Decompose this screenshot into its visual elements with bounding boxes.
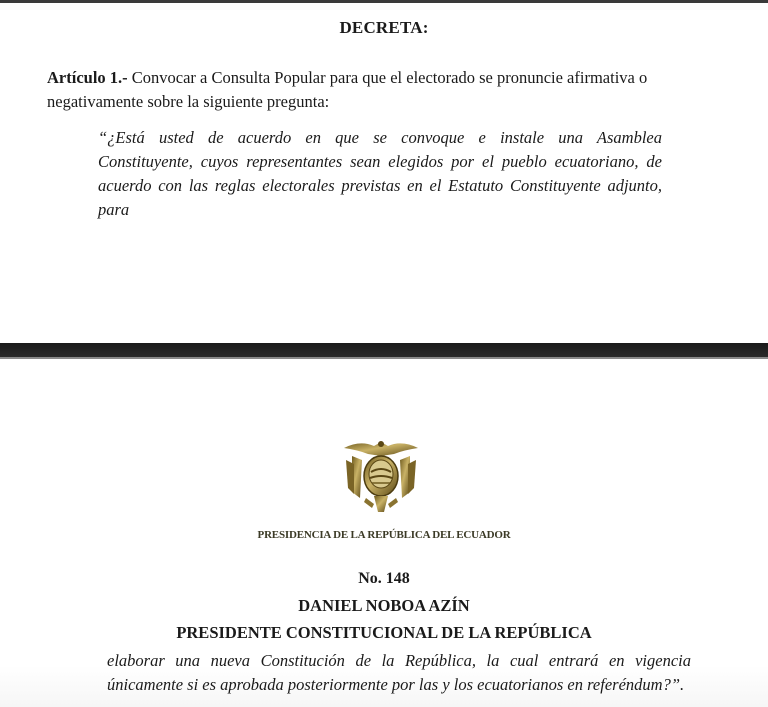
question-line: elaborar una nueva Constitución de la República, la cual entrará en vigencia (107, 651, 691, 670)
question-line: únicamente si es aprobada posteriormente por las y los ecuatorianos en referéndum?”. (107, 675, 685, 694)
president-name: DANIEL NOBOA AZÍN (298, 596, 470, 615)
article-text: Convocar a Consulta Popular para que el electorado se pronuncie afirmativa o negativamente sobre la siguiente pregunta: (47, 68, 648, 111)
question-line: acuerdo con las reglas electorales previstas en el Estatuto Constituyente adjunto, para (98, 176, 662, 219)
page-separator (0, 343, 768, 357)
decreta-heading: DECRETA: (339, 18, 429, 37)
article-1-paragraph (47, 66, 687, 114)
question-line: Constituyente, cuyos representantes sean elegidos por el pueblo ecuatoriano, de (98, 152, 662, 171)
article-label: Artículo 1.- (47, 68, 128, 87)
decree-number: No. 148 (358, 570, 410, 587)
question-line: “¿Está usted de acuerdo en que se convoque e instale una Asamblea (98, 128, 662, 147)
referendum-question (98, 126, 662, 222)
institution-name: PRESIDENCIA DE LA REPÚBLICA DEL ECUADOR (257, 529, 511, 541)
document-page-2 (0, 359, 768, 707)
coat-of-arms-icon (338, 434, 424, 520)
document-page-1 (0, 3, 768, 343)
president-title: PRESIDENTE CONSTITUCIONAL DE LA REPÚBLICA (176, 623, 592, 642)
referendum-question-continuation (107, 649, 691, 697)
